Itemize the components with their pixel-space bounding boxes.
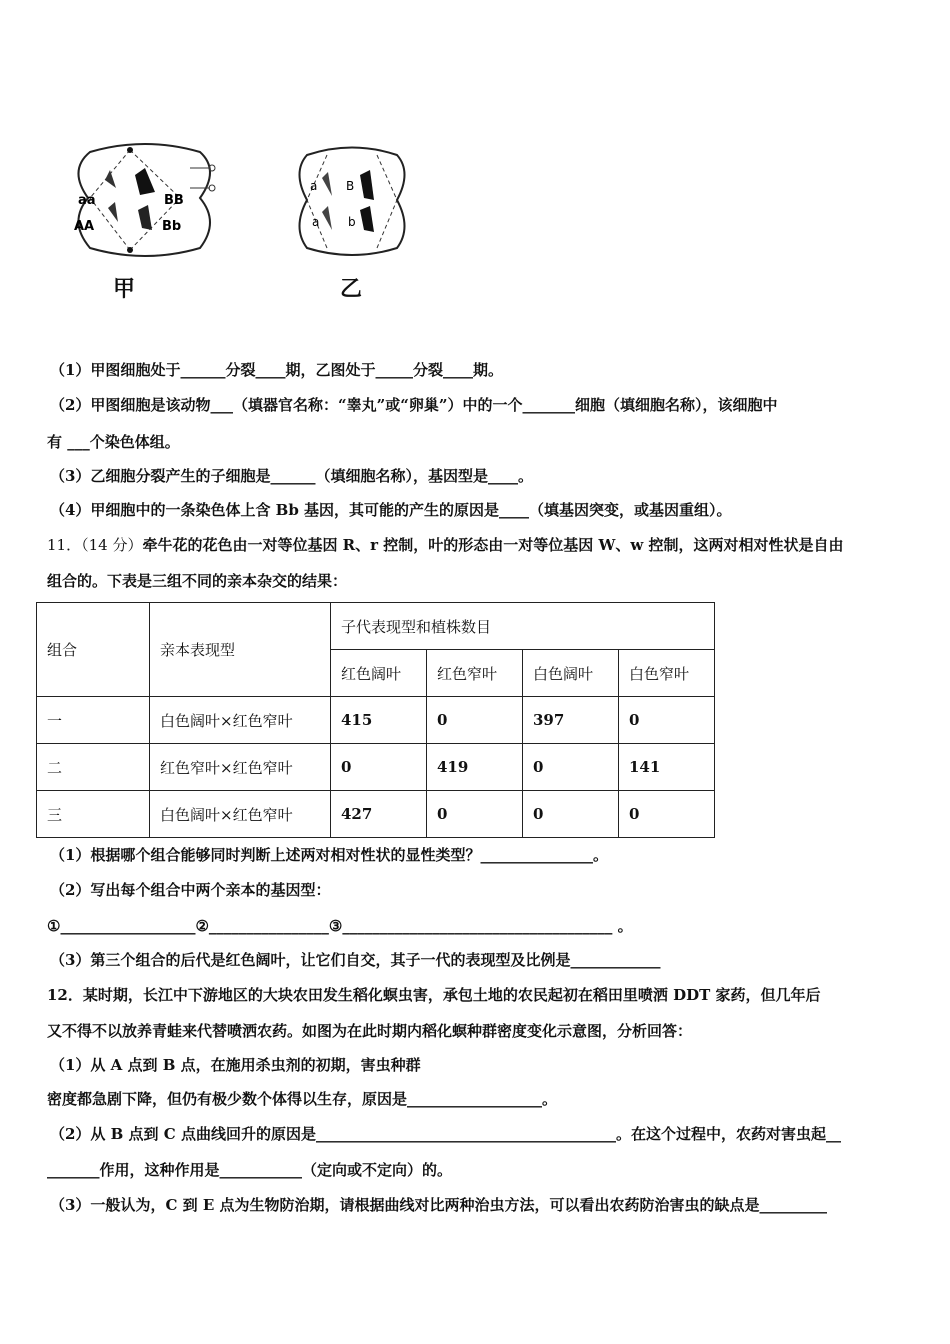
row2-parents: 红色窄叶×红色窄叶	[150, 744, 331, 791]
label-B: B	[346, 179, 355, 193]
q10-part4: （4）甲细胞中的一条染色体上含 Bb 基因，其可能的产生的原因是____（填基因突变，或基因重组）。	[50, 501, 732, 519]
q11-part1: （1）根据哪个组合能够同时判断上述两对相对性状的显性类型？_______________。	[50, 846, 608, 864]
table-header-row	[37, 603, 715, 650]
row2-value-3: 0	[523, 744, 619, 791]
label-a-top: a	[310, 179, 318, 193]
row2-value-1: 0	[331, 744, 427, 791]
row3-group: 三	[37, 791, 150, 838]
row1-value-2: 0	[427, 697, 523, 744]
q11-intro-line1	[47, 535, 843, 555]
row2-value-2: 419	[427, 744, 523, 791]
q11-part3: （3）第三个组合的后代是红色阔叶，让它们自交，其子一代的表现型及比例是____________	[50, 951, 661, 969]
cell-diagram-jia	[60, 140, 230, 270]
row3-value-2: 0	[427, 791, 523, 838]
caption-jia: 甲	[113, 277, 136, 302]
subheader-white-broad: 白色阔叶	[523, 650, 619, 697]
q12-part2-line2: _______作用，这种作用是___________（定向或不定向）的。	[47, 1161, 453, 1179]
label-a-bottom: a	[312, 215, 320, 229]
label-AA: AA	[74, 219, 95, 234]
label-b: b	[348, 215, 356, 229]
row3-parents: 白色阔叶×红色窄叶	[150, 791, 331, 838]
q12-intro-line1: 12．某时期，长江中下游地区的大块农田发生稻化螟虫害，承包土地的农民起初在稻田里喷洒 DDT 家药，但几年后	[47, 986, 821, 1004]
row2-value-4: 141	[619, 744, 715, 791]
header-parents: 亲本表现型	[150, 603, 331, 697]
table-row	[37, 697, 715, 744]
row3-value-4: 0	[619, 791, 715, 838]
q11-intro-text: 牵牛花的花色由一对等位基因 R、r 控制，叶的形态由一对等位基因 W、w 控制，这两对相对性状是自由	[142, 536, 844, 554]
q12-part1-line1: （1）从 A 点到 B 点，在施用杀虫剂的初期，害虫种群	[50, 1056, 421, 1074]
subheader-red-broad: 红色阔叶	[331, 650, 427, 697]
row2-group: 二	[37, 744, 150, 791]
q11-part2: （2）写出每个组合中两个亲本的基因型：	[50, 881, 331, 899]
caption-yi: 乙	[340, 277, 363, 302]
q12-intro-line2: 又不得不以放养青蛙来代替喷洒农药。如图为在此时期内稻化螟种群密度变化示意图，分析回答：	[47, 1022, 693, 1040]
row1-value-3: 397	[523, 697, 619, 744]
q11-number: 11．（14 分）	[47, 536, 143, 554]
row1-parents: 白色阔叶×红色窄叶	[150, 697, 331, 744]
q10-part2-line2: 有 ___个染色体组。	[47, 433, 180, 451]
header-offspring: 子代表现型和植株数目	[331, 603, 715, 650]
label-BB: BB	[164, 193, 184, 208]
q10-part1: （1）甲图细胞处于______分裂____期，乙图处于_____分裂____期。	[50, 361, 503, 379]
cell-diagram-yi	[282, 140, 422, 270]
header-group: 组合	[37, 603, 150, 697]
row1-group: 一	[37, 697, 150, 744]
q10-part3: （3）乙细胞分裂产生的子细胞是______（填细胞名称），基因型是____。	[50, 467, 533, 485]
label-aa: aa	[78, 193, 96, 208]
q11-intro-line2: 组合的。下表是三组不同的亲本杂交的结果：	[47, 572, 348, 590]
subheader-white-narrow: 白色窄叶	[619, 650, 715, 697]
q10-part2-line1: （2）甲图细胞是该动物___（填器官名称：“睾丸”或“卵巢”）中的一个_______细胞（填细胞名称），该细胞中	[50, 396, 778, 414]
table-row	[37, 791, 715, 838]
row1-value-1: 415	[331, 697, 427, 744]
row1-value-4: 0	[619, 697, 715, 744]
row3-value-3: 0	[523, 791, 619, 838]
table-row	[37, 744, 715, 791]
q12-part2-line1: （2）从 B 点到 C 点曲线回升的原因是________________________________________。在这个过程中，农药对害虫起__	[50, 1125, 841, 1143]
q12-part1-line2: 密度都急剧下降，但仍有极少数个体得以生存，原因是__________________。	[47, 1090, 558, 1108]
row3-value-1: 427	[331, 791, 427, 838]
q12-part3: （3）一般认为，C 到 E 点为生物防治期，请根据曲线对比两种治虫方法，可以看出农药防治害虫的缺点是_________	[50, 1196, 827, 1214]
subheader-red-narrow: 红色窄叶	[427, 650, 523, 697]
q11-part2-blanks: ①__________________②________________③____________________________________ 。	[47, 917, 633, 935]
label-Bb: Bb	[162, 219, 182, 234]
cross-results-table	[36, 602, 715, 838]
